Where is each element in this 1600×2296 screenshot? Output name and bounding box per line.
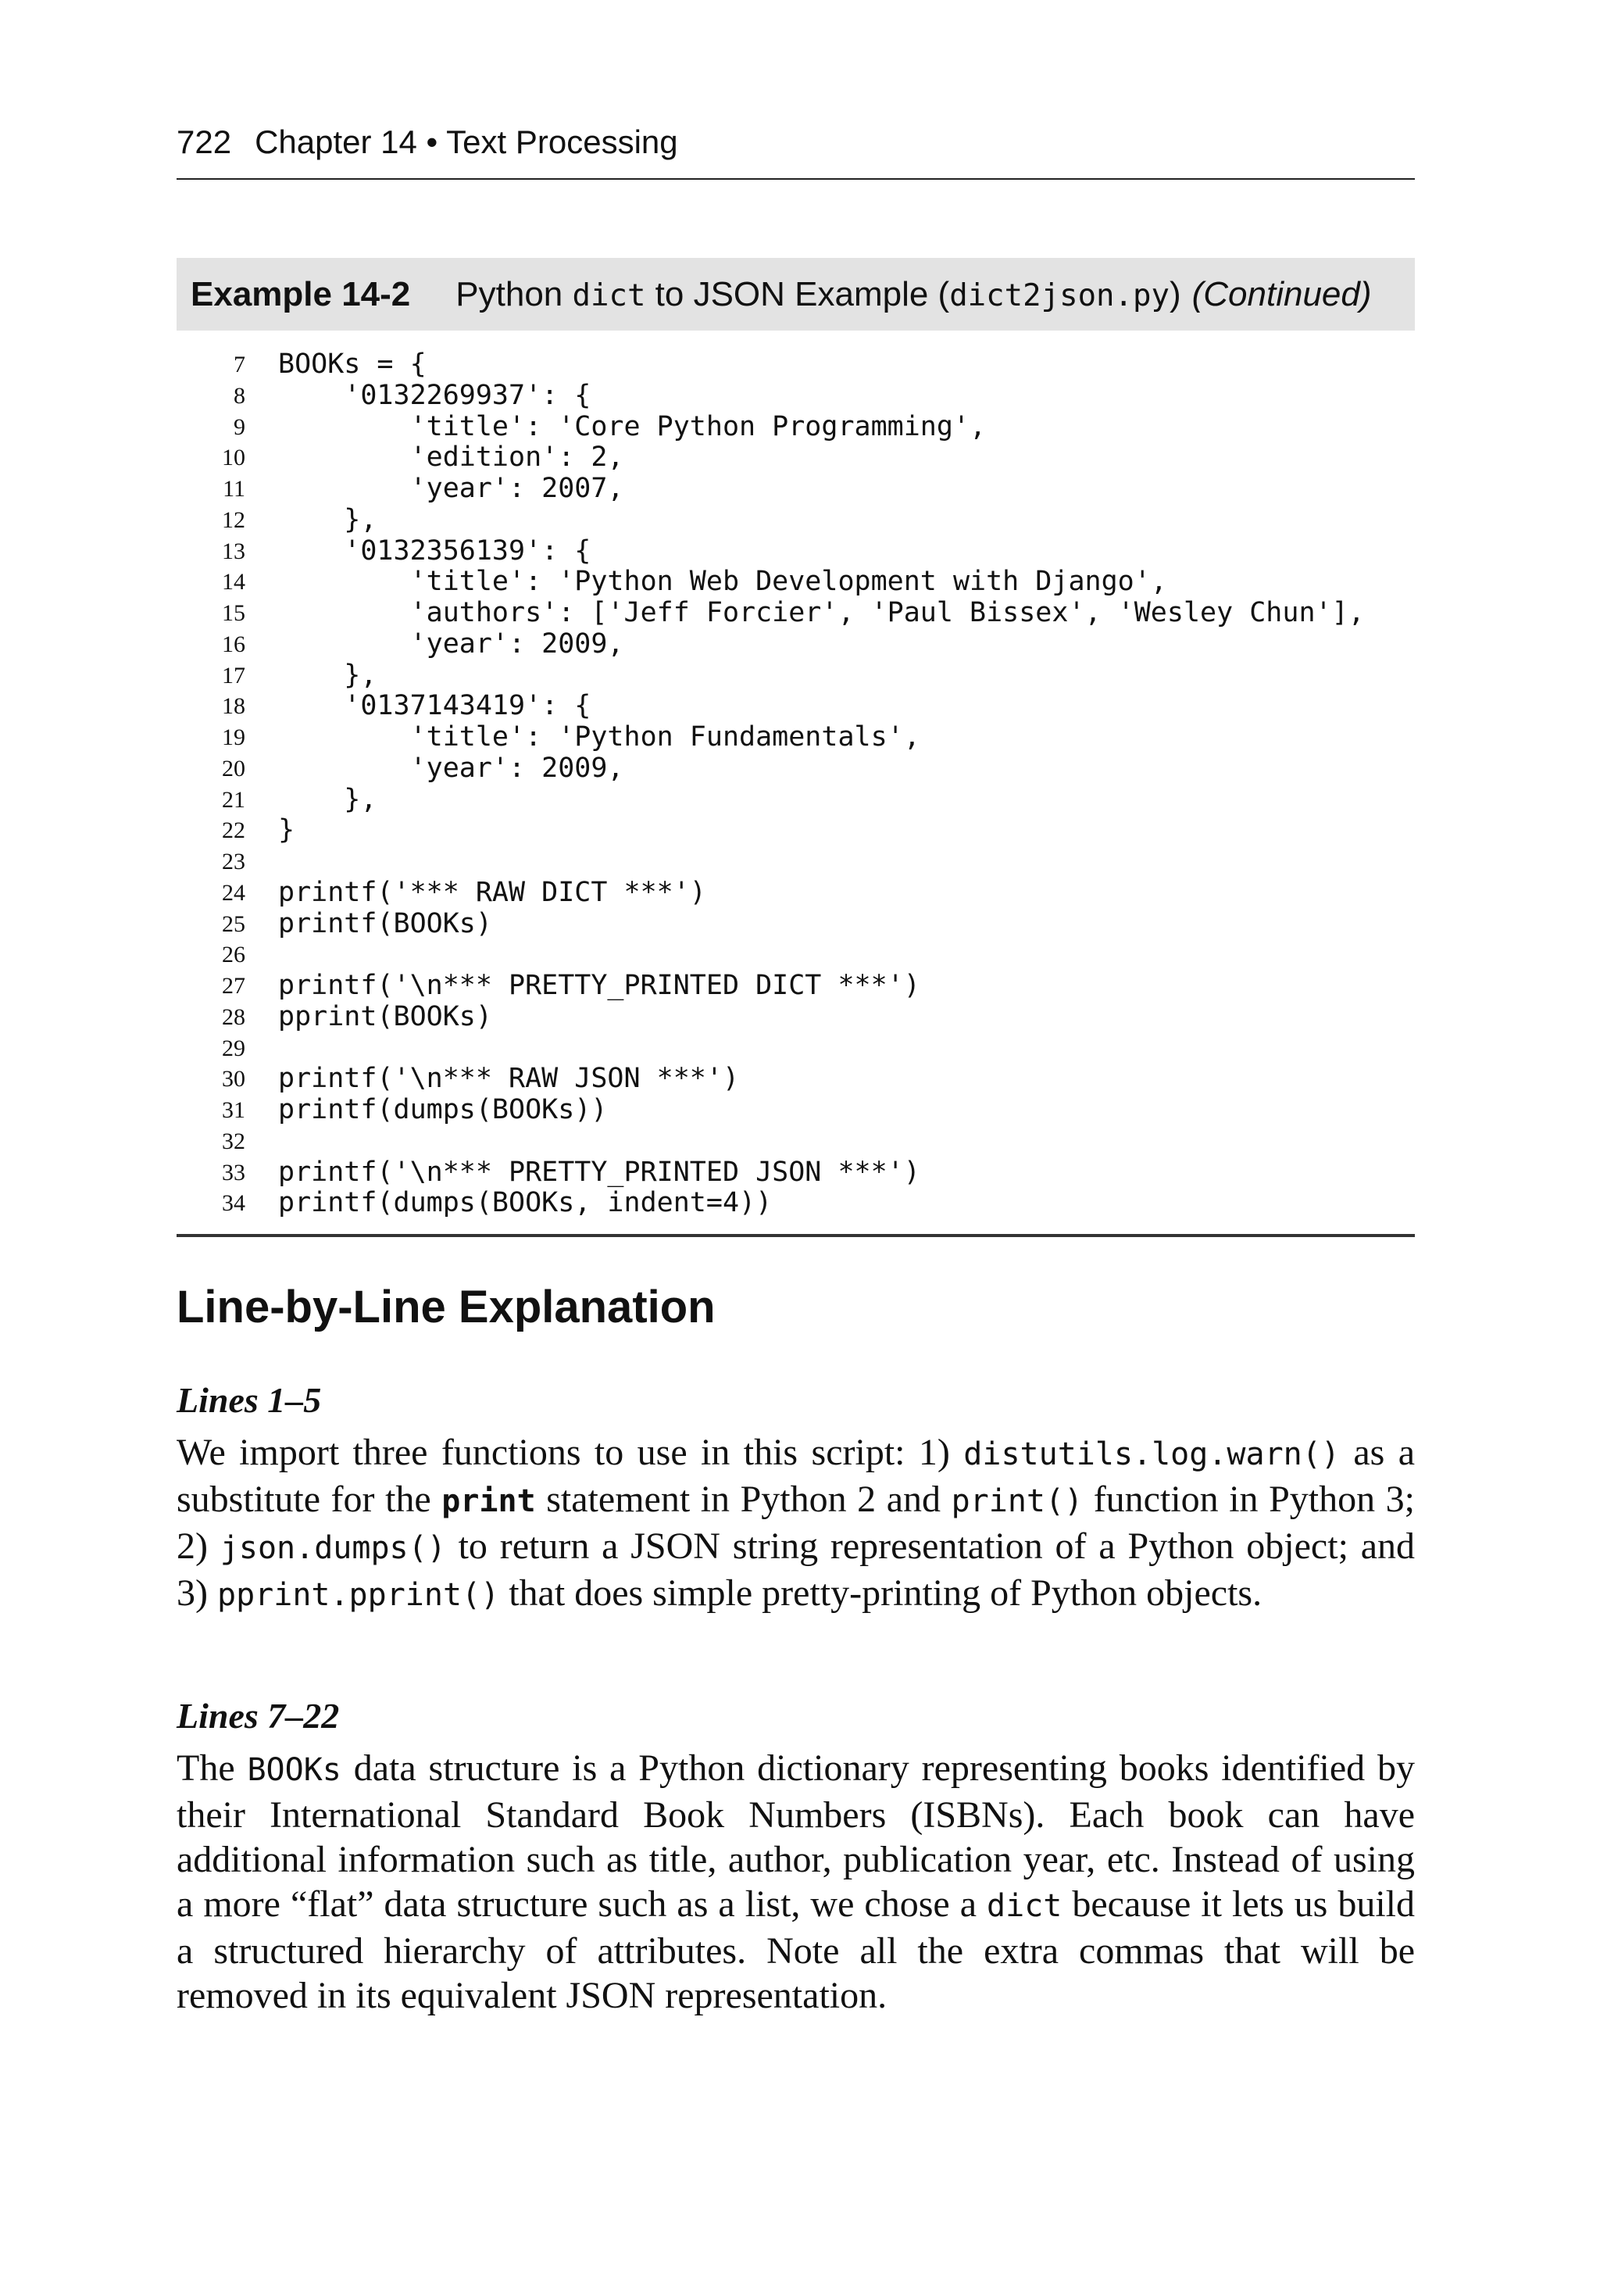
- para-text: as a substitute for the: [177, 1432, 1416, 1520]
- example-title-code: dict: [572, 277, 646, 313]
- line-number: 9: [234, 413, 245, 440]
- example-title-text-2: to JSON Example (: [645, 274, 950, 313]
- code-line: [177, 878, 1415, 909]
- code-text: 'year': 2007,: [278, 473, 624, 504]
- line-number: 13: [222, 538, 245, 564]
- running-title: Chapter 14 • Text Processing: [255, 123, 678, 160]
- para-text: to return a JSON string representation of a Python object; and 3): [177, 1525, 1416, 1614]
- code-text: printf(dumps(BOOKs, indent=4)): [278, 1187, 773, 1219]
- code-rule: [177, 1234, 1415, 1237]
- code-line: [177, 1033, 1415, 1064]
- code-text: printf('\n*** RAW JSON ***'): [278, 1063, 740, 1095]
- line-number: 7: [234, 352, 245, 377]
- line-number: 16: [222, 631, 245, 657]
- example-continued: (Continued): [1191, 274, 1372, 313]
- line-number: 28: [222, 1003, 245, 1030]
- line-number: 30: [222, 1066, 245, 1093]
- example-caption: [177, 258, 1415, 331]
- paragraph-lines-7-22: [177, 1746, 1415, 2018]
- line-number: 25: [222, 910, 245, 937]
- code-line: [177, 1064, 1415, 1095]
- code-text: printf(dumps(BOOKs)): [278, 1094, 608, 1125]
- example-title: [455, 275, 1180, 314]
- example-title-file: dict2json.py: [949, 277, 1170, 313]
- code-line: [177, 909, 1415, 940]
- code-line: [177, 1002, 1415, 1033]
- section-title: Line-by-Line Explanation: [177, 1282, 716, 1332]
- inline-code: json.dumps(): [220, 1530, 446, 1566]
- code-listing: [177, 349, 1415, 1219]
- para-text: statement in Python 2 and: [535, 1479, 952, 1520]
- line-number: 21: [222, 786, 245, 813]
- code-text: 'year': 2009,: [278, 628, 624, 660]
- code-line: [177, 722, 1415, 753]
- inline-code: dict: [987, 1888, 1062, 1924]
- line-number: 12: [222, 506, 245, 533]
- para-text: The: [177, 1747, 248, 1789]
- code-text: '0132269937': {: [278, 379, 591, 411]
- inline-code: print: [441, 1483, 536, 1519]
- code-line: [177, 381, 1415, 412]
- line-number: 26: [222, 942, 245, 968]
- code-text: 'title': 'Python Web Development with Django',: [278, 566, 1167, 598]
- line-number: 15: [222, 600, 245, 626]
- line-number: 32: [222, 1128, 245, 1154]
- running-header: [177, 119, 1415, 166]
- code-text: 'year': 2009,: [278, 752, 624, 784]
- inline-code: BOOKs: [247, 1752, 341, 1788]
- line-number: 34: [222, 1190, 245, 1217]
- para-text: We import three functions to use in this script: 1): [177, 1432, 964, 1473]
- example-label: Example 14-2: [191, 274, 411, 313]
- code-text: printf('\n*** PRETTY_PRINTED JSON ***'): [278, 1156, 920, 1188]
- para-text: function in Python 3; 2): [177, 1479, 1416, 1567]
- code-line: [177, 442, 1415, 474]
- inline-code: distutils.log.warn(): [963, 1436, 1340, 1472]
- line-number: 17: [222, 662, 245, 688]
- code-text: printf(BOOKs): [278, 907, 492, 939]
- line-number: 22: [222, 817, 245, 844]
- code-line: [177, 753, 1415, 785]
- code-line: [177, 660, 1415, 692]
- code-line: [177, 939, 1415, 971]
- code-line: [177, 536, 1415, 567]
- code-line: [177, 412, 1415, 443]
- example-title-close: ): [1169, 274, 1181, 313]
- line-number: 10: [222, 445, 245, 471]
- line-number: 11: [223, 476, 245, 502]
- code-line: [177, 785, 1415, 816]
- code-text: 'title': 'Core Python Programming',: [278, 410, 987, 442]
- subheading-lines-7-22: Lines 7–22: [177, 1696, 340, 1736]
- code-text: },: [278, 783, 377, 815]
- code-text: '0137143419': {: [278, 690, 591, 722]
- code-text: 'authors': ['Jeff Forcier', 'Paul Bissex', 'Wesley Chun'],: [278, 597, 1365, 628]
- code-text: }: [278, 814, 295, 846]
- line-number: 8: [234, 382, 245, 409]
- code-line: [177, 598, 1415, 629]
- inline-code: pprint.pprint(): [216, 1577, 500, 1613]
- code-line: [177, 1157, 1415, 1189]
- code-line: [177, 691, 1415, 722]
- code-line: [177, 1095, 1415, 1126]
- subheading-lines-1-5: Lines 1–5: [177, 1380, 322, 1420]
- para-text: that does simple pretty-printing of Python objects.: [499, 1572, 1262, 1614]
- line-number: 18: [222, 693, 245, 720]
- code-text: printf('\n*** PRETTY_PRINTED DICT ***'): [278, 970, 920, 1001]
- paragraph-lines-1-5: [177, 1430, 1415, 1618]
- line-number: 27: [222, 973, 245, 999]
- line-number: 23: [222, 849, 245, 874]
- line-number: 33: [222, 1159, 245, 1186]
- page-number: 722: [177, 123, 232, 160]
- code-text: '0132356139': {: [278, 535, 591, 567]
- code-line: [177, 629, 1415, 660]
- code-line: [177, 1188, 1415, 1219]
- example-title-text: Python: [455, 274, 573, 313]
- code-text: BOOKs = {: [278, 349, 427, 380]
- code-text: 'title': 'Python Fundamentals',: [278, 721, 920, 753]
- inline-code: print(): [951, 1483, 1084, 1519]
- code-text: },: [278, 503, 377, 535]
- header-rule: [177, 178, 1415, 180]
- para-text: data structure is a Python dictionary representing books identified by their International Standard Book Numbers (ISBNs). Each book can have additional information such as title, author, publication year, etc. Instead of using a more “flat” data structure such as a list, we chose a: [177, 1747, 1415, 1925]
- code-line: [177, 567, 1415, 598]
- line-number: 29: [222, 1035, 245, 1061]
- code-line: [177, 846, 1415, 878]
- code-line: [177, 505, 1415, 536]
- code-text: pprint(BOOKs): [278, 1000, 492, 1032]
- line-number: 31: [222, 1097, 245, 1123]
- code-line: [177, 971, 1415, 1002]
- line-number: 19: [222, 724, 245, 750]
- line-number: 24: [222, 879, 245, 906]
- code-line: [177, 474, 1415, 505]
- code-text: printf('*** RAW DICT ***'): [278, 876, 706, 908]
- code-line: [177, 815, 1415, 846]
- code-text: },: [278, 659, 377, 691]
- line-number: 20: [222, 755, 245, 781]
- code-line: [177, 349, 1415, 381]
- line-number: 14: [222, 569, 245, 595]
- code-line: [177, 1126, 1415, 1157]
- code-text: 'edition': 2,: [278, 442, 624, 474]
- para-text: because it lets us build a structured hierarchy of attributes. Note all the extra commas that will be removed in its equivalent JSON representation.: [177, 1883, 1415, 2016]
